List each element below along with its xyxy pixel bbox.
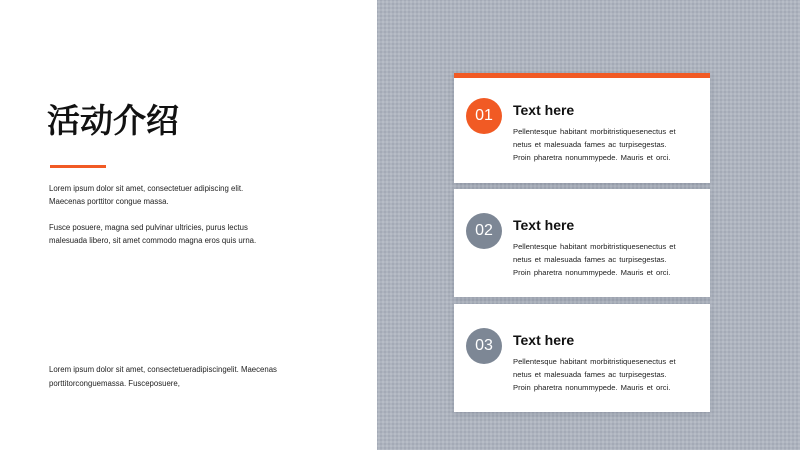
card-body-line: netus et malesuada fames ac turpisegestas.: [513, 140, 667, 149]
paragraph-line: Lorem ipsum dolor sit amet, consectetueradipiscingelit. Maecenas: [49, 365, 277, 374]
card-body-line: Proin pharetra nonummypede. Mauris et orci.: [513, 383, 671, 392]
card-heading: Text here: [513, 217, 575, 233]
title-underline: [50, 165, 106, 168]
page-title: 活动介绍: [47, 101, 179, 140]
card-body: [513, 125, 676, 164]
card-body-line: Pellentesque habitant morbitristiquesenectus et: [513, 357, 676, 366]
number-badge: 01: [466, 98, 502, 134]
card-body-line: netus et malesuada fames ac turpisegestas.: [513, 370, 667, 379]
info-card-2: [454, 189, 710, 297]
card-body-line: Proin pharetra nonummypede. Mauris et orci.: [513, 268, 671, 277]
intro-paragraph: [49, 182, 243, 208]
card-accent-bar: [454, 73, 710, 78]
card-body-line: Proin pharetra nonummypede. Mauris et orci.: [513, 153, 671, 162]
number-badge: 02: [466, 213, 502, 249]
info-card-1: [454, 73, 710, 183]
card-body-line: Pellentesque habitant morbitristiquesenectus et: [513, 127, 676, 136]
card-body-line: netus et malesuada fames ac turpisegestas.: [513, 255, 667, 264]
paragraph-line: Maecenas porttitor congue massa.: [49, 197, 169, 206]
paragraph-line: Fusce posuere, magna sed pulvinar ultricies, purus lectus: [49, 223, 248, 232]
footer-paragraph: [49, 363, 277, 391]
card-body: [513, 355, 676, 394]
number-badge: 03: [466, 328, 502, 364]
card-body-line: Pellentesque habitant morbitristiquesenectus et: [513, 242, 676, 251]
left-panel: [0, 0, 377, 450]
paragraph-line: Lorem ipsum dolor sit amet, consectetuer adipiscing elit.: [49, 184, 244, 193]
intro-paragraph: [49, 221, 256, 247]
card-body: [513, 240, 676, 279]
card-heading: Text here: [513, 332, 575, 348]
card-heading: Text here: [513, 102, 575, 118]
paragraph-line: malesuada libero, sit amet commodo magna eros quis urna.: [49, 236, 257, 245]
paragraph-line: porttitorconguemassa. Fusceposuere,: [49, 379, 180, 388]
info-card-3: [454, 304, 710, 412]
